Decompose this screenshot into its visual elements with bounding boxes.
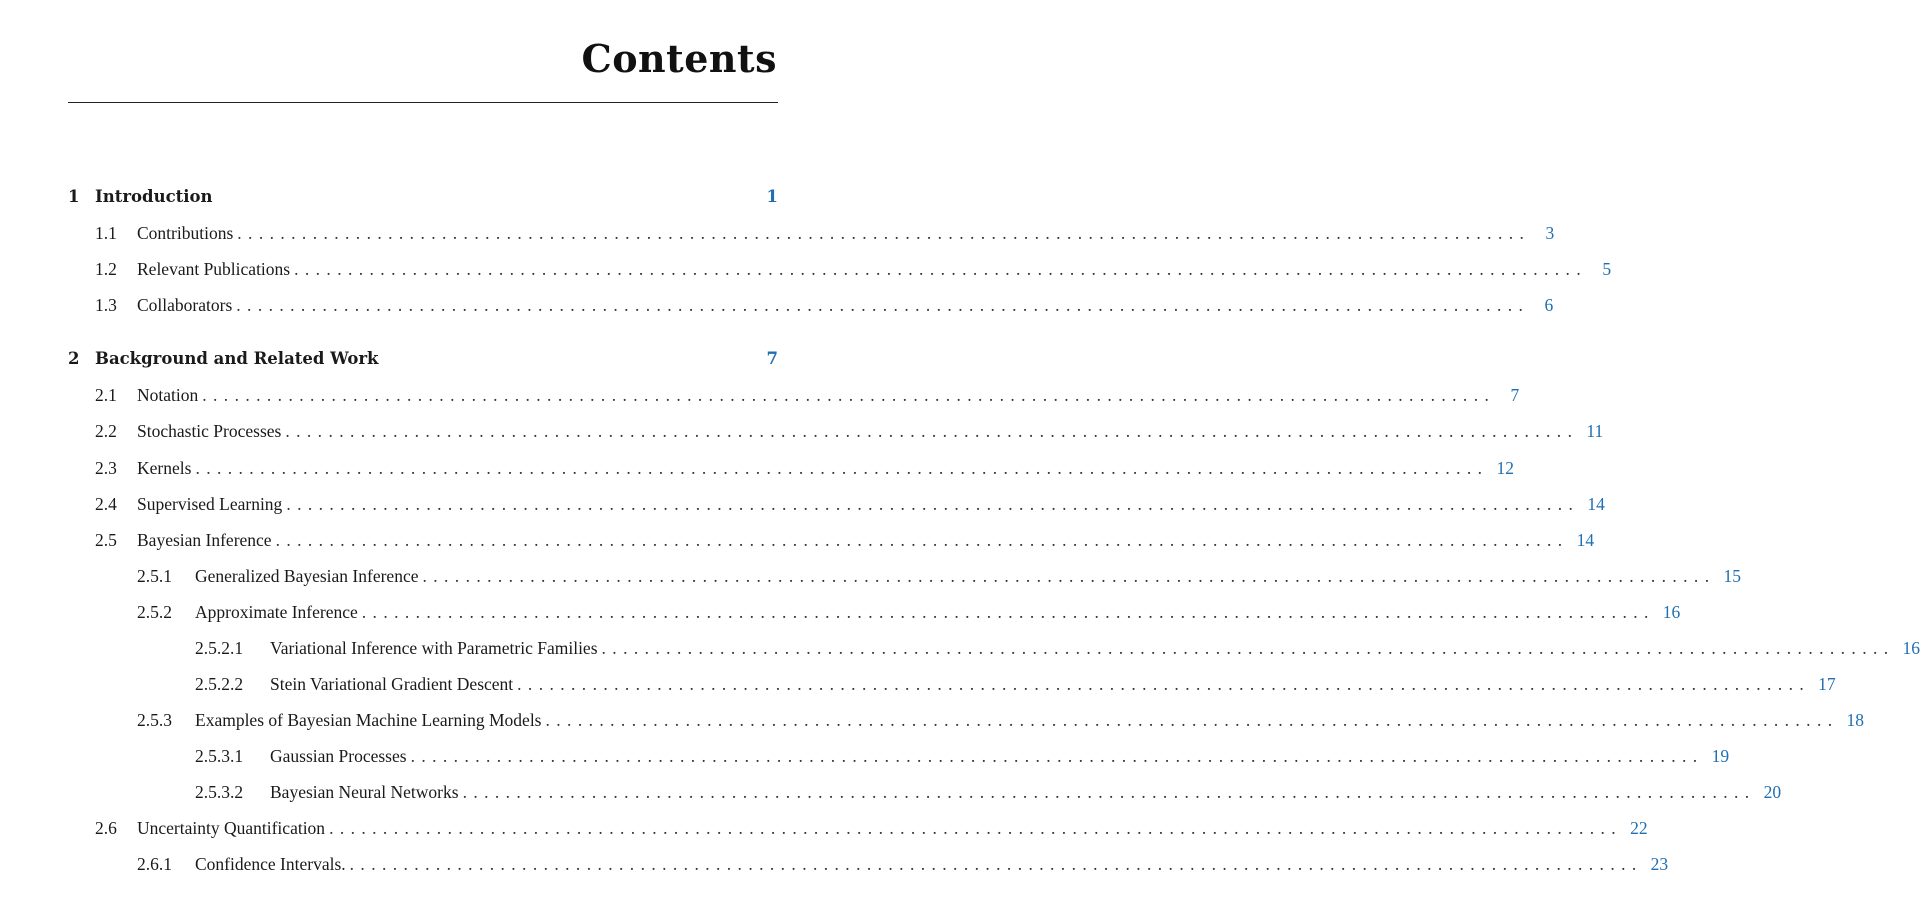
toc-page-link[interactable]: 22 bbox=[1630, 818, 1648, 838]
toc-entry[interactable] bbox=[137, 566, 1741, 590]
toc-entry[interactable] bbox=[195, 674, 1836, 698]
toc-leader-dots: ........................................................................................................................ bbox=[329, 818, 1623, 838]
toc-entry-label[interactable]: Gaussian Processes bbox=[270, 746, 407, 766]
toc-entry[interactable] bbox=[95, 494, 1605, 518]
toc-entry-number: 1 bbox=[68, 187, 80, 206]
toc-page-link[interactable]: 7 bbox=[766, 349, 778, 368]
toc-leader-dots: ........................................................................................................................ bbox=[195, 458, 1489, 478]
toc-entry-label[interactable]: Relevant Publications bbox=[137, 259, 291, 279]
toc-leader-dots: ........................................................................................................................ bbox=[517, 674, 1811, 694]
toc-entry-number: 2 bbox=[68, 349, 80, 368]
toc-page-link[interactable]: 16 bbox=[1662, 602, 1681, 622]
toc-entry-number: 2.5 bbox=[95, 530, 117, 550]
toc-entry[interactable] bbox=[195, 782, 1782, 806]
toc-page-link[interactable]: 19 bbox=[1711, 746, 1730, 766]
toc-entry-label[interactable]: Stochastic Processes bbox=[137, 421, 282, 441]
toc-entry-number: 2.5.3.1 bbox=[195, 746, 244, 766]
toc-entry-label[interactable]: Variational Inference with Parametric Families bbox=[270, 638, 598, 658]
toc-leader-dots: ........................................................................................................................ bbox=[275, 530, 1569, 550]
title-rule bbox=[68, 102, 778, 103]
toc-page-link[interactable]: 5 bbox=[1602, 259, 1612, 279]
toc-leader-dots: ........................................................................................................................ bbox=[462, 782, 1756, 802]
toc-entry[interactable] bbox=[95, 818, 1648, 842]
toc-page-link[interactable]: 20 bbox=[1763, 782, 1782, 802]
toc-page-link[interactable]: 7 bbox=[1510, 385, 1520, 405]
toc-leader-dots: ........................................................................................................................ bbox=[361, 602, 1655, 622]
toc-page-link[interactable]: 17 bbox=[1818, 674, 1836, 694]
toc-page-link[interactable]: 18 bbox=[1846, 710, 1864, 730]
toc-entry-number: 2.2 bbox=[95, 421, 117, 441]
toc-page-link[interactable]: 16 bbox=[1902, 638, 1920, 658]
toc-entry-label[interactable]: Introduction bbox=[95, 187, 213, 206]
toc-entry-number: 2.5.3 bbox=[137, 710, 172, 730]
toc-chapter[interactable] bbox=[68, 349, 778, 373]
toc-entry-label[interactable]: Collaborators bbox=[137, 295, 233, 315]
toc-entry-number: 1.3 bbox=[95, 295, 117, 315]
toc-entry-number: 1.2 bbox=[95, 259, 117, 279]
toc-entry-label[interactable]: Contributions bbox=[137, 223, 234, 243]
page-title: Contents bbox=[581, 36, 777, 81]
toc-entry[interactable] bbox=[95, 259, 1612, 283]
toc-entry-number: 2.5.2.1 bbox=[195, 638, 244, 658]
toc-leader-dots: ........................................................................................................................ bbox=[285, 421, 1579, 441]
toc-entry[interactable] bbox=[95, 223, 1555, 247]
toc-page-link[interactable]: 3 bbox=[1545, 223, 1555, 243]
toc-entry-label[interactable]: Bayesian Neural Networks bbox=[270, 782, 459, 802]
toc-entry-number: 2.3 bbox=[95, 458, 117, 478]
toc-entry-label[interactable]: Approximate Inference bbox=[195, 602, 358, 622]
toc-page-link[interactable]: 14 bbox=[1576, 530, 1595, 550]
toc-entry[interactable] bbox=[95, 295, 1554, 319]
toc-entry-number: 2.5.2.2 bbox=[195, 674, 244, 694]
toc-entry-label[interactable]: Background and Related Work bbox=[95, 349, 379, 368]
toc-leader-dots: ........................................................................................................................ bbox=[601, 638, 1895, 658]
toc-entry-number: 2.5.1 bbox=[137, 566, 172, 586]
toc-page-link[interactable]: 14 bbox=[1587, 494, 1605, 514]
toc-entry-label[interactable]: Generalized Bayesian Inference bbox=[195, 566, 419, 586]
toc-leader-dots: ........................................................................................................................ bbox=[545, 710, 1839, 730]
toc-entry[interactable] bbox=[137, 854, 1669, 878]
toc-entry[interactable] bbox=[95, 385, 1520, 409]
toc-leader-dots: ........................................................................................................................ bbox=[294, 259, 1588, 279]
toc-chapter[interactable] bbox=[68, 187, 778, 211]
toc-entry-label[interactable]: Confidence Intervals. bbox=[195, 854, 346, 874]
toc-leader-dots: ........................................................................................................................ bbox=[286, 494, 1580, 514]
toc-leader-dots: ........................................................................................................................ bbox=[237, 223, 1531, 243]
toc-entry-number: 2.6 bbox=[95, 818, 117, 838]
toc-page-link[interactable]: 12 bbox=[1496, 458, 1514, 478]
toc-entry[interactable] bbox=[95, 530, 1595, 554]
toc-entry-label[interactable]: Uncertainty Quantification bbox=[137, 818, 326, 838]
toc-leader-dots: ........................................................................................................................ bbox=[422, 566, 1716, 586]
toc-entry[interactable] bbox=[137, 710, 1864, 734]
toc-leader-dots: ........................................................................................................................ bbox=[202, 385, 1496, 405]
toc-entry-label[interactable]: Examples of Bayesian Machine Learning Models bbox=[195, 710, 542, 730]
toc-entry-label[interactable]: Kernels bbox=[137, 458, 192, 478]
toc-page-link[interactable]: 6 bbox=[1544, 295, 1554, 315]
toc-page-link[interactable]: 23 bbox=[1650, 854, 1669, 874]
toc-entry-number: 2.1 bbox=[95, 385, 117, 405]
toc-entry[interactable] bbox=[195, 638, 1920, 662]
toc-entry-number: 2.5.2 bbox=[137, 602, 172, 622]
toc-entry[interactable] bbox=[137, 602, 1681, 626]
toc-leader-dots: ........................................................................................................................ bbox=[349, 854, 1643, 874]
toc-entry-label[interactable]: Bayesian Inference bbox=[137, 530, 272, 550]
toc-entry[interactable] bbox=[95, 421, 1604, 445]
toc-entry-number: 1.1 bbox=[95, 223, 117, 243]
toc-entry-number: 2.6.1 bbox=[137, 854, 172, 874]
toc-entry[interactable] bbox=[95, 458, 1514, 482]
toc-page-link[interactable]: 1 bbox=[766, 187, 778, 206]
toc-leader-dots: ........................................................................................................................ bbox=[236, 295, 1530, 315]
toc-entry-label[interactable]: Supervised Learning bbox=[137, 494, 283, 514]
toc-leader-dots: ........................................................................................................................ bbox=[410, 746, 1704, 766]
toc-page-link[interactable]: 11 bbox=[1586, 421, 1604, 441]
toc-page-link[interactable]: 15 bbox=[1723, 566, 1741, 586]
toc-entry-number: 2.4 bbox=[95, 494, 117, 514]
toc-entry-label[interactable]: Stein Variational Gradient Descent bbox=[270, 674, 514, 694]
toc-entry[interactable] bbox=[195, 746, 1730, 770]
toc-entry-number: 2.5.3.2 bbox=[195, 782, 244, 802]
toc-entry-label[interactable]: Notation bbox=[137, 385, 199, 405]
